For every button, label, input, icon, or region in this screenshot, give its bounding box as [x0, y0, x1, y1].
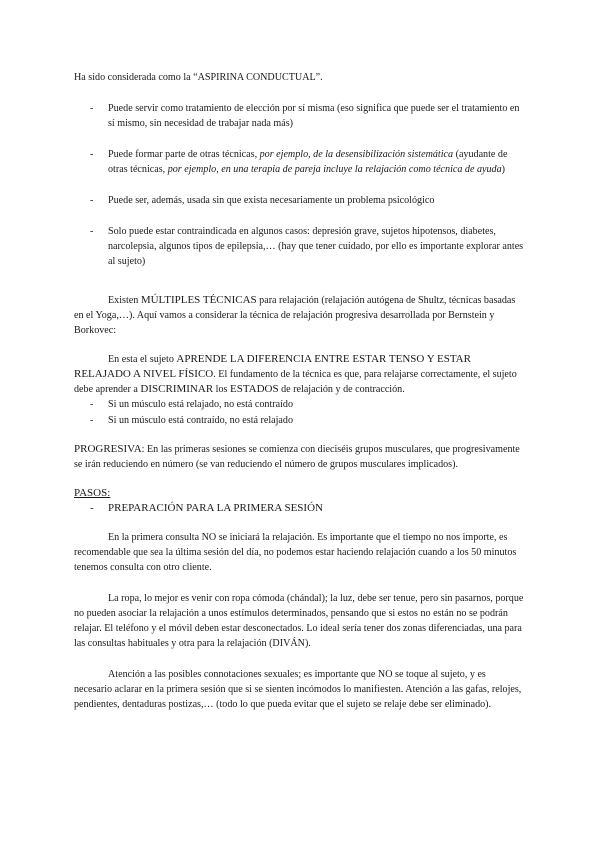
emphasis-text: PROGRESIVA	[74, 443, 142, 455]
list-item: - Puede ser, además, usada sin que exista necesariamente un problema psicológico	[74, 193, 526, 208]
paragraph-atencion: Atención a las posibles connotaciones sexuales; es importante que NO se toque al sujeto, y es necesario aclarar en la primera sesión que si se sienten incómodos lo manifiesten. Atención a las gafas, relojes, pendientes, dentaduras postizas,… (todo lo que pueda evitar que el sujeto se relaje debe ser eliminado).	[74, 669, 522, 710]
paragraph-ropa: La ropa, lo mejor es venir con ropa cómoda (chándal); la luz, debe ser tenue, pero sin pasarnos, porque no pueden asociar la relajación a unos estímulos determinados, pensando que si estos no están no se podrán relajar. El teléfono y el móvil deben estar desconectados. Lo ideal sería tener dos zonas diferenciadas, una para las consultas habituales y otra para la relajación (DIVÁN).	[74, 593, 524, 649]
list-item	[74, 147, 526, 177]
paragraph-aprende	[74, 352, 526, 397]
paragraph-progresiva	[74, 442, 526, 472]
emphasis-text: ESTADOS	[229, 383, 279, 395]
italic-example: por ejemplo, en una terapia de pareja incluye la relajación como técnica de ayuda	[167, 164, 502, 175]
list-item: - Si un músculo está relajado, no está contraído	[74, 397, 526, 412]
list-item: - Solo puede estar contraindicada en algunos casos: depresión grave, sujetos hipotensos, diabetes, narcolepsia, algunos tipos de epilepsia,… (hay que tener cuidado, por ello es importante explorar antes al sujeto)	[74, 224, 526, 269]
text-run: los	[213, 384, 230, 395]
text-run: de relajación y de contracción.	[278, 384, 405, 395]
muscle-list	[74, 397, 526, 428]
paragraph-consulta: En la primera consulta NO se iniciará la relajación. Es importante que el tiempo no nos importe, es recomendable que sea la última sesión del día, no podemos estar haciendo relajación cuando a los 50 minutos tenemos consulta con otro cliente.	[74, 532, 517, 573]
steps-list	[74, 501, 526, 516]
text-run: (ayudante de otras técnicas,	[108, 149, 508, 175]
text-run: Existen	[108, 295, 141, 306]
emphasis-text: MÚLTIPLES TÉCNICAS	[140, 294, 257, 306]
list-item: - Si un músculo está contraído, no está relajado	[74, 413, 526, 428]
emphasis-text: APRENDE LA DIFERENCIA ENTRE ESTAR TENSO Y ESTAR RELAJADO A NIVEL FÍSICO	[74, 353, 471, 380]
step-heading: - PREPARACIÓN PARA LA PRIMERA SESIÓN	[74, 501, 526, 516]
text-run: para relajación (relajación autógena de Shultz, técnicas basadas en el Yoga,…). Aquí vamos a considerar la técnica de relajación progresiva desarrollada por Bernstein y Borkovec:	[74, 295, 516, 336]
text-run: En esta el sujeto	[108, 354, 177, 365]
intro-line: Ha sido considerada como la “ASPIRINA CONDUCTUAL”.	[74, 72, 323, 83]
paragraph-tecnicas	[74, 293, 526, 338]
text-run: : En las primeras sesiones se comienza con dieciséis grupos musculares, que progresivamente se irán reduciendo en número (se van reduciendo el número de grupos musculares implicados).	[74, 444, 520, 470]
emphasis-text: DISCRIMINAR	[140, 383, 214, 395]
properties-list	[74, 101, 526, 269]
text-run: )	[501, 164, 506, 175]
section-heading-pasos: PASOS:	[74, 487, 111, 499]
list-item: - Puede servir como tratamiento de elección por sí misma (eso significa que puede ser el tratamiento en sí mismo, sin necesidad de trabajar nada más)	[74, 101, 526, 131]
italic-example: por ejemplo, de la desensibilización sistemática	[259, 149, 454, 160]
text-run: Puede formar parte de otras técnicas,	[108, 149, 260, 160]
text-run: . El fundamento de la técnica es que, para relajarse correctamente, el sujeto debe aprender a	[74, 369, 517, 395]
